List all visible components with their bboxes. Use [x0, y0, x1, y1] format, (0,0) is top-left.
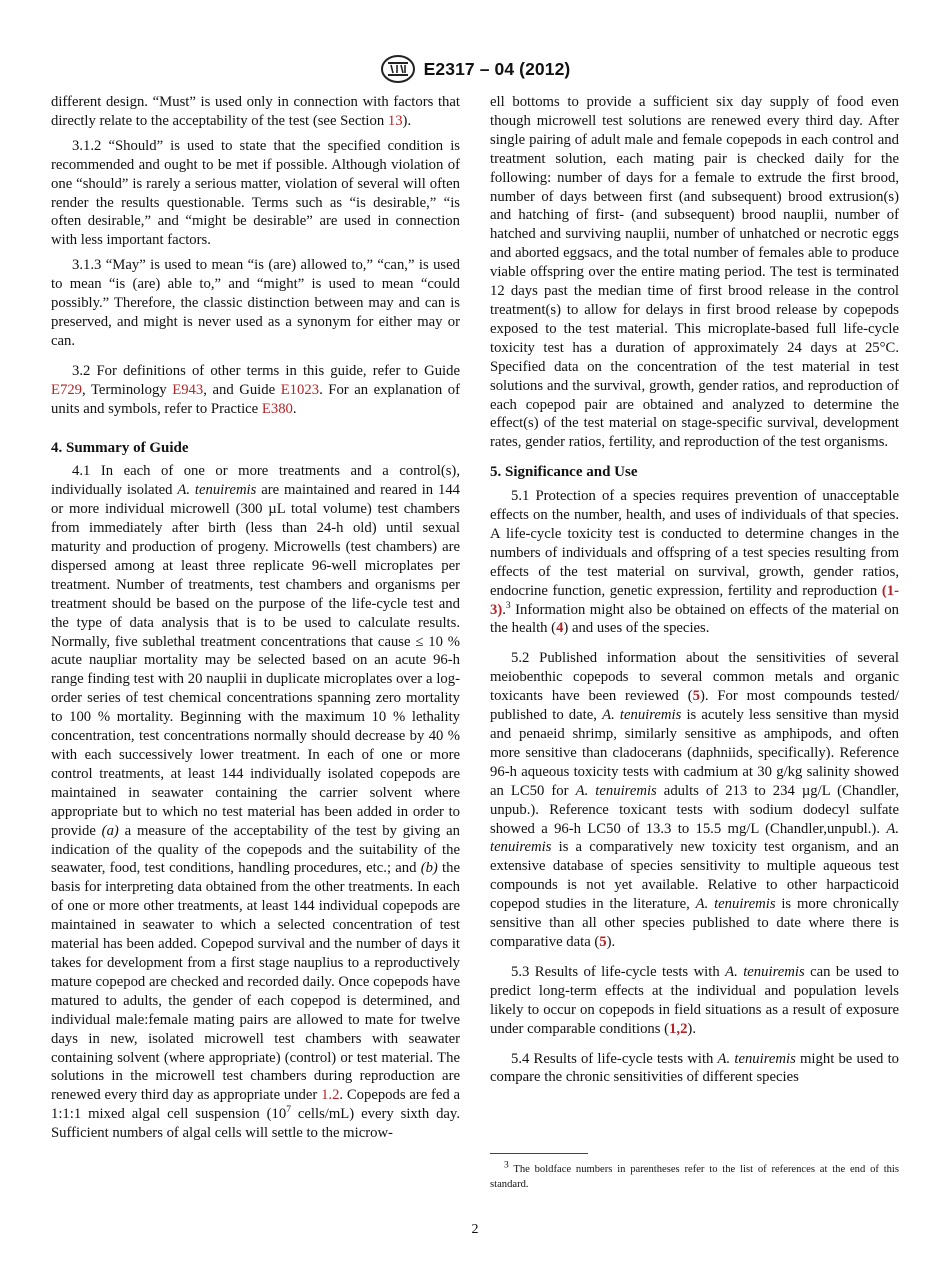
standard-designation: E2317 – 04 (2012)	[423, 58, 571, 79]
paragraph-3-2: 3.2 For definitions of other terms in this guide, refer to Guide E729, Terminology E943, and Guide E1023. For an explanation of units and symbols, refer to Practice E380.	[51, 362, 460, 417]
section-13-link[interactable]: 13	[387, 112, 403, 129]
paragraph-5-4: 5.4 Results of life-cycle tests with A. tenuiremis might be used to compare the chronic sensitivities of different species	[490, 1050, 899, 1086]
e380-link[interactable]: E380	[261, 400, 293, 417]
section-1-2-link[interactable]: 1.2	[321, 1087, 340, 1104]
footnote-3-marker: 3	[505, 600, 511, 611]
reference-5-link[interactable]: 5	[692, 688, 700, 705]
e729-link[interactable]: E729	[51, 381, 83, 398]
paragraph-3-1-3: 3.1.3 “May” is used to mean “is (are) allowed to,” “can,” is used to mean “is (are) able to,” and “might” is used to mean “could possibly.” Therefore, the classic distinction between may and can is preserved, and might is never used as a synonym for either may or can.	[51, 257, 460, 349]
left-column	[51, 93, 460, 1149]
right-column	[490, 93, 899, 1093]
paragraph-5-1: 5.1 Protection of a species requires prevention of unacceptable effects on the number, health, and uses of individuals of that species. A life-cycle toxicity test is conducted to determine changes in the numbers of individuals and offspring of a test species resulting from effects of the test material on survival, growth, gender ratios, endocrine function, genetic expression, fertility and reproduction (1-3).$^3$ Information might also be obtained on effects of the material on the health (4) and uses of the species.	[490, 488, 899, 637]
paragraph-3-1-1-end: different design. “Must” is used only in connection with factors that directly relate to the acceptability of the test (see Section 13).	[51, 94, 460, 129]
page-number: 2	[471, 1222, 479, 1237]
reference-5-link-2[interactable]: 5	[599, 933, 607, 950]
reference-1-3-link[interactable]: (1-3)	[490, 582, 899, 618]
paragraph-4-1: 4.1 In each of one or more treatments and a control(s), individually isolated A. tenuiremis are maintained and reared in 144 or more individual microwell (300 µL total volume) test chambers from immediately after birth (less than 24-h old) until sexual maturity and production of progeny. Microwells (test chambers) are dispersed among at least three replicate 96-well microplates per treatment. Number of treatments, test chambers and organisms per treatment should be based on the purpose of the life-cycle test and the type of data analysis that is to be used to calculate results. Normally, five sublethal treatment concentrations that cause ≤ 10 % acute naupliar mortality may be selected based on an acute 96-h range finding test with 20 nauplii in duplicate microplates over a log-order series of test chemical concentrations spanning zero mortality to 100 % mortality. Beginning with the maximum 10 % lethality concentration, test concentrations normally should decrease by 40 % with each successively lower treatment. In each of one or more control treatments, at least 144 individually isolated copepods are maintained in seawater containing the carrier solvent where appropriate but to which no test material has been added in order to provide (a) a measure of the acceptability of the test by giving an indication of the quality of the copepods and the suitability of the seawater, food, test conditions, handling procedures, etc.; and (b) the basis for interpreting data obtained from the other treatments. In each of one or more other treatments, at least 144 individual copepods are maintained in seawater to which a selected concentration of test material has been added. Copepod survival and the number of days it takes for development from a first stage nauplius to a reproductively mature copepod are checked and recorded daily. Once copepods have matured to adults, the gender of each copepod is determined, and individual male:female mating pairs are allowed to mate for twelve days in new, isolated microwell test chambers with seawater containing solvent (where appropriate) (control) or test material. The solutions in the microwell test chambers during reproduction are renewed every third day as appropriate under 1.2. Copepods are fed a 1:1:1 mixed algal cell suspension ($10^7$ cells/mL) every sixth day. Sufficient numbers of algal cells will settle to the microw-	[51, 463, 461, 1142]
paragraph-5-2: 5.2 Published information about the sensitivities of several meiobenthic copepods to several common metals and organic toxicants have been reviewed (5). For most compounds tested/ published to date, A. tenuiremis is acutely less sensitive than mysid and penaeid shrimp, similarly sensitive as amphipods, and often more sensitive than cladocerans (daphniids, specifically). Reference 96-h aqueous toxicity tests with cadmium at 30 g/kg salinity showed an LC50 for A. tenuiremis adults of 213 to 234 µg/L (Chandler, unpub.). Reference toxicant tests with sodium dodecyl sulfate showed a 96-h LC50 of 13.3 to 15.5 mg/L (Chandler,unpubl.). A. tenuiremis is a comparatively new toxicity test organism, and an extensive database of species sensitivity to multiple aqueous test compounds is not yet available. Relative to other harpacticoid copepod studies in the literature, A. tenuiremis is more chronically sensitive than all other species published to date where there is comparative data (5).	[490, 650, 899, 950]
paragraph-3-1-2: 3.1.2 “Should” is used to state that the specified condition is recommended and ought to be met if possible. Although violation of one “should” is rarely a serious matter, violation of several will often render the results questionable. Terms such as “is desirable,” “is often desirable,” and “might be desirable” are used in connection with less important factors.	[51, 137, 460, 249]
paragraph-5-3: 5.3 Results of life-cycle tests with A. tenuiremis can be used to predict long-term effects at the individual and population levels likely to occur on copepods in field situations as a result of exposure under comparable conditions (1,2).	[490, 963, 900, 1037]
section-5-heading: 5. Significance and Use	[490, 464, 638, 481]
page-header	[0, 54, 950, 84]
paragraph-4-1-continued: ell bottoms to provide a sufficient six day supply of food even though microwell test solutions are renewed every third day. After single pairing of adult male and female copepods in each control and treatment solution, each mating pair is checked daily for the following: number of days for a female to extrude the first brood, number of days between first (and subsequent) brood extrusion(s) and hatching of first- (and subsequent) brood nauplii, number of hatched and surviving nauplii, number of unhatched or necrotic eggs and aborted eggsacs, and the total number of females able to produce viable offspring over the entire mating period. The test is terminated 12 days past the median time of first brood release in the control treatment(s) to allow for delays in first brood release by copepods exposed to the test material. This microplate-based full life-cycle toxicity test has a duration of approximately 24 days at 25°C. Specified data on the concentration of the test material in test solutions and the survival, growth, gender ratios, and reproduction of each copepod pair are obtained and analyzed to determine the effect(s) of the test material on stage-specific survival, development rates, gender ratios, fertility, and reproduction of the test organisms.	[490, 94, 899, 451]
reference-1-2-link[interactable]: 1,2	[669, 1020, 688, 1037]
footnote-3: $^3$ The boldface numbers in parentheses refer to the list of references at the end of this standard.	[490, 1160, 899, 1190]
astm-logo-icon	[380, 54, 416, 84]
section-4-heading: 4. Summary of Guide	[51, 439, 189, 456]
e943-link[interactable]: E943	[172, 381, 204, 398]
footnote-divider	[490, 1153, 588, 1154]
e1023-link[interactable]: E1023	[280, 381, 320, 398]
reference-4-link[interactable]: 4	[556, 620, 564, 637]
